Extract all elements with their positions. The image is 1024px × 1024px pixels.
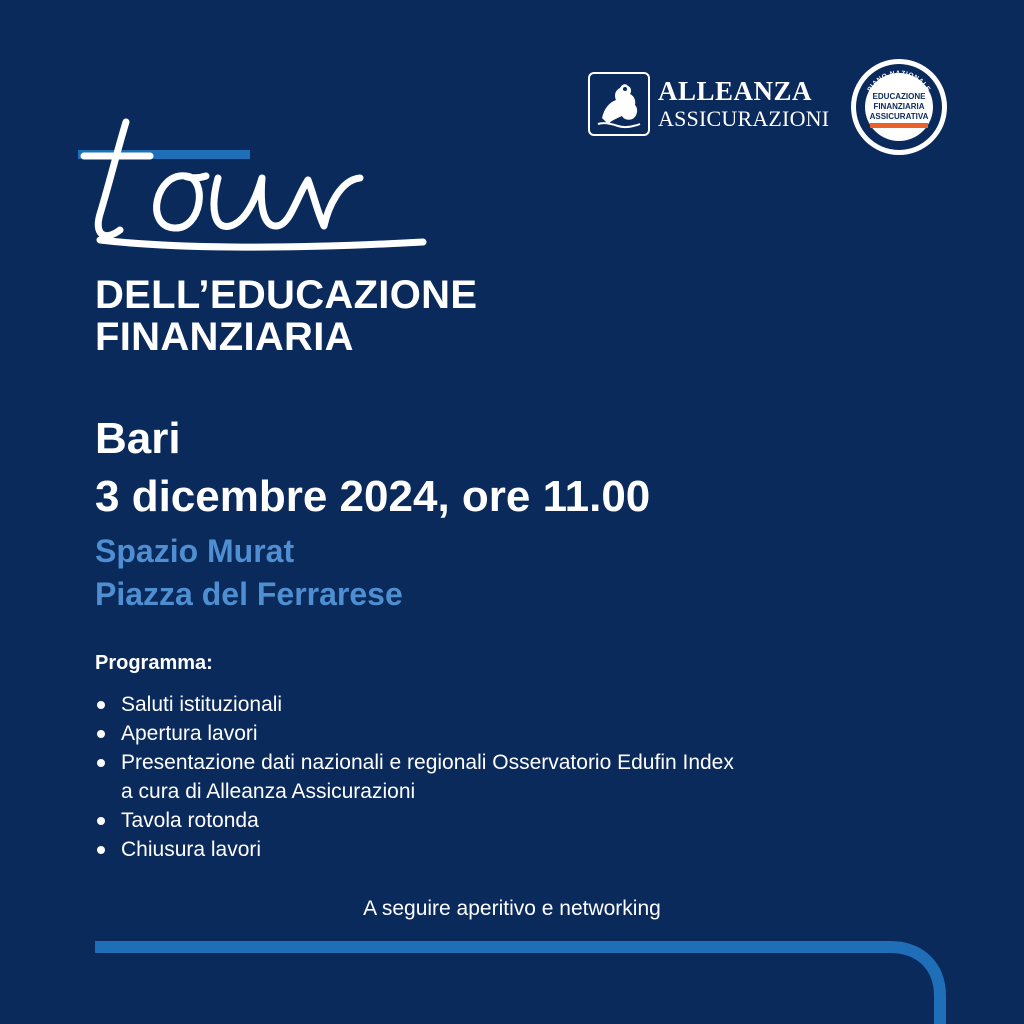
program-item-label: Presentazione dati nazionali e regionali Osservatorio Edufin Index [121, 751, 734, 774]
program-item-label: Chiusura lavori [121, 838, 262, 861]
program-item-label: Saluti istituzionali [121, 693, 283, 716]
program-item-continuation [95, 777, 734, 806]
event-date-time: 3 dicembre 2024, ore 11.00 [95, 472, 651, 521]
program-item [95, 690, 734, 719]
brand-sub: ASSICURAZIONI [658, 106, 830, 131]
bullet-icon [97, 846, 105, 854]
badge-line2: FINANZIARIA [873, 102, 925, 111]
badge-bottom-text: ALLEANZA [879, 128, 919, 142]
alleanza-logo [588, 72, 829, 136]
program-heading: Programma: [95, 652, 213, 674]
decorative-curve [0, 930, 1024, 1024]
program-item-label: Apertura lavori [121, 722, 258, 745]
event-when-where [95, 410, 650, 526]
event-subtitle [95, 274, 477, 358]
program-list [95, 690, 734, 864]
event-city: Bari [95, 414, 181, 463]
venue-name: Spazio Murat [95, 533, 295, 569]
badge-line1: EDUCAZIONE [872, 92, 926, 101]
bullet-icon [97, 730, 105, 738]
bullet-icon [97, 817, 105, 825]
bullet-icon [97, 759, 105, 767]
footer-note: A seguire aperitivo e networking [363, 897, 661, 920]
bullet-icon [97, 701, 105, 709]
subtitle-line1: DELL’EDUCAZIONE [95, 273, 478, 317]
program-item-label: a cura di Alleanza Assicurazioni [121, 780, 416, 803]
program-item [95, 719, 734, 748]
tour-script-title [78, 118, 448, 268]
badge-orange-stripe [870, 123, 928, 128]
subtitle-line2: FINANZIARIA [95, 315, 354, 359]
badge-line3: ASSICURATIVA [869, 112, 929, 121]
horse-rider-icon [588, 72, 650, 136]
badge-top-text: PIANO NAZIONALE [866, 69, 932, 94]
brand-name: ALLEANZA [658, 76, 813, 106]
venue-address: Piazza del Ferrarese [95, 576, 403, 612]
education-badge [850, 58, 948, 156]
event-venue [95, 530, 403, 616]
program-item [95, 748, 734, 777]
program-item [95, 806, 734, 835]
program-item [95, 835, 734, 864]
program-item-label: Tavola rotonda [121, 809, 259, 832]
